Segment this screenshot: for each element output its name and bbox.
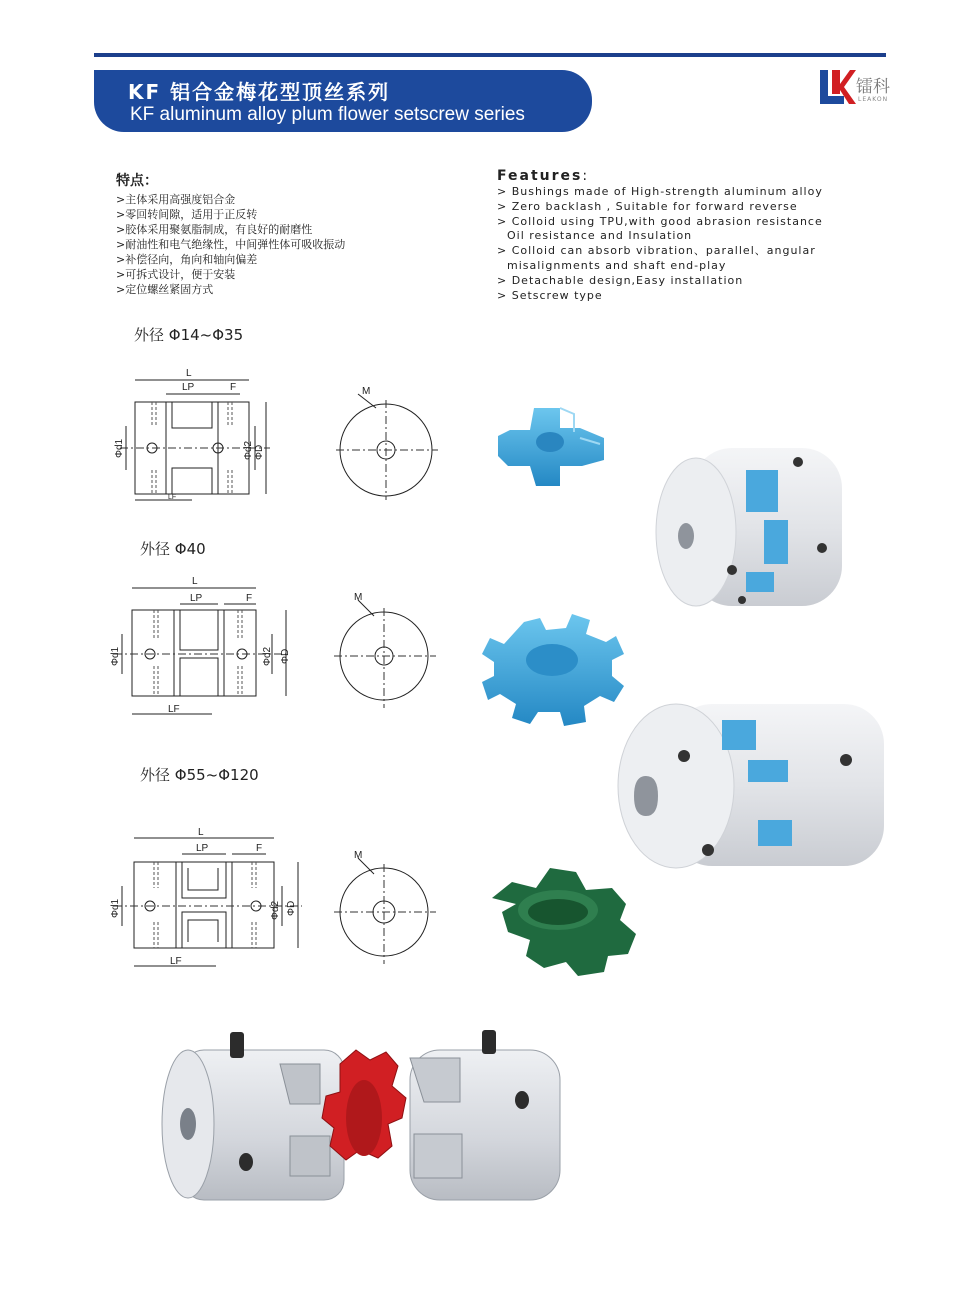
size-label-2: 外径 Φ40	[140, 540, 206, 558]
top-rule	[94, 53, 886, 57]
feature-en-item: > Setscrew type	[497, 288, 603, 302]
feature-en-item: Oil resistance and Insulation	[507, 229, 693, 243]
dim-LF: LF	[168, 704, 180, 715]
feature-en-item: > Bushings made of High-strength aluminum alloy	[497, 185, 823, 198]
features-en-heading	[497, 168, 877, 184]
blue-spider-4jaw-icon	[494, 402, 618, 494]
dim-D: ΦD	[286, 900, 297, 916]
dim-D: ΦD	[280, 648, 291, 664]
dim-LP: LP	[190, 593, 203, 604]
coupling-photo-2	[612, 700, 892, 870]
dim-LF: LF	[168, 494, 177, 501]
coupling-photo-1	[652, 440, 852, 610]
dim-L: L	[198, 827, 204, 838]
page-title-zh: KF 铝合金梅花型顶丝系列	[128, 80, 391, 104]
side-view-drawing-1	[110, 366, 280, 506]
feature-zh-item: >胶体采用聚氨脂制成，有良好的耐磨性	[116, 223, 313, 236]
feature-en-item: > Detachable design,Easy installation	[497, 273, 744, 287]
dim-M: M	[362, 386, 371, 397]
dim-L: L	[192, 576, 198, 587]
dim-F: F	[256, 843, 263, 854]
feature-zh-item: >可拆式设计，便于安装	[116, 268, 236, 281]
end-view-drawing-3	[334, 846, 444, 976]
side-view-drawing-3	[106, 824, 306, 974]
green-spider-icon	[478, 866, 638, 970]
brand-logo	[818, 68, 890, 112]
side-view-drawing-2	[106, 572, 296, 722]
feature-zh-item: >定位螺丝紧固方式	[116, 283, 214, 296]
features-en-colon: :	[582, 168, 590, 184]
features-zh	[116, 170, 446, 297]
size-label-1: 外径 Φ14~Φ35	[134, 326, 244, 344]
logo-text-en: LEAKON	[858, 96, 889, 103]
dim-d1: Φd1	[110, 646, 121, 666]
feature-zh-item: >补偿径向，角向和轴向偏差	[116, 253, 258, 266]
dim-M: M	[354, 850, 363, 861]
dim-LF: LF	[170, 956, 182, 967]
dim-LP: LP	[196, 843, 209, 854]
dim-D: ΦD	[254, 444, 265, 460]
dim-d2: Φd2	[243, 440, 254, 460]
dim-d1: Φd1	[114, 438, 125, 458]
features-en	[497, 168, 877, 303]
dim-LP: LP	[182, 382, 195, 393]
dim-L: L	[186, 368, 192, 379]
logo-text-cn: 镭科	[856, 77, 890, 97]
exploded-coupling-illustration	[160, 1024, 570, 1214]
feature-zh-item: >耐油性和电气绝缘性，中间弹性体可吸收振动	[116, 238, 346, 251]
dim-M: M	[354, 592, 363, 603]
feature-en-item: > Colloid can absorb vibration、parallel、angular	[497, 244, 816, 258]
logo-mark-icon	[818, 68, 856, 108]
features-zh-heading: 特点：	[116, 173, 158, 189]
feature-zh-item: >主体采用高强度铝合金	[116, 193, 236, 206]
title-banner	[94, 70, 592, 132]
end-view-drawing-1	[336, 380, 446, 500]
blue-spider-6jaw-icon	[484, 612, 624, 714]
end-view-drawing-2	[334, 590, 444, 720]
dim-d2: Φd2	[270, 900, 281, 920]
feature-zh-item: >零回转间隙，适用于正反转	[116, 208, 258, 221]
feature-en-item: > Colloid using TPU,with good abrasion resistance	[497, 214, 823, 228]
features-en-heading-text: Features	[497, 168, 583, 184]
feature-en-item: misalignments and shaft end-play	[507, 258, 727, 272]
size-label-3: 外径 Φ55~Φ120	[140, 766, 259, 784]
dim-d1: Φd1	[110, 898, 121, 918]
page-title-en: KF aluminum alloy plum flower setscrew series	[130, 104, 525, 125]
feature-en-item: > Zero backlash , Suitable for forward reverse	[497, 199, 798, 213]
dim-F: F	[230, 382, 237, 393]
dim-d2: Φd2	[262, 646, 273, 666]
dim-F: F	[246, 593, 253, 604]
